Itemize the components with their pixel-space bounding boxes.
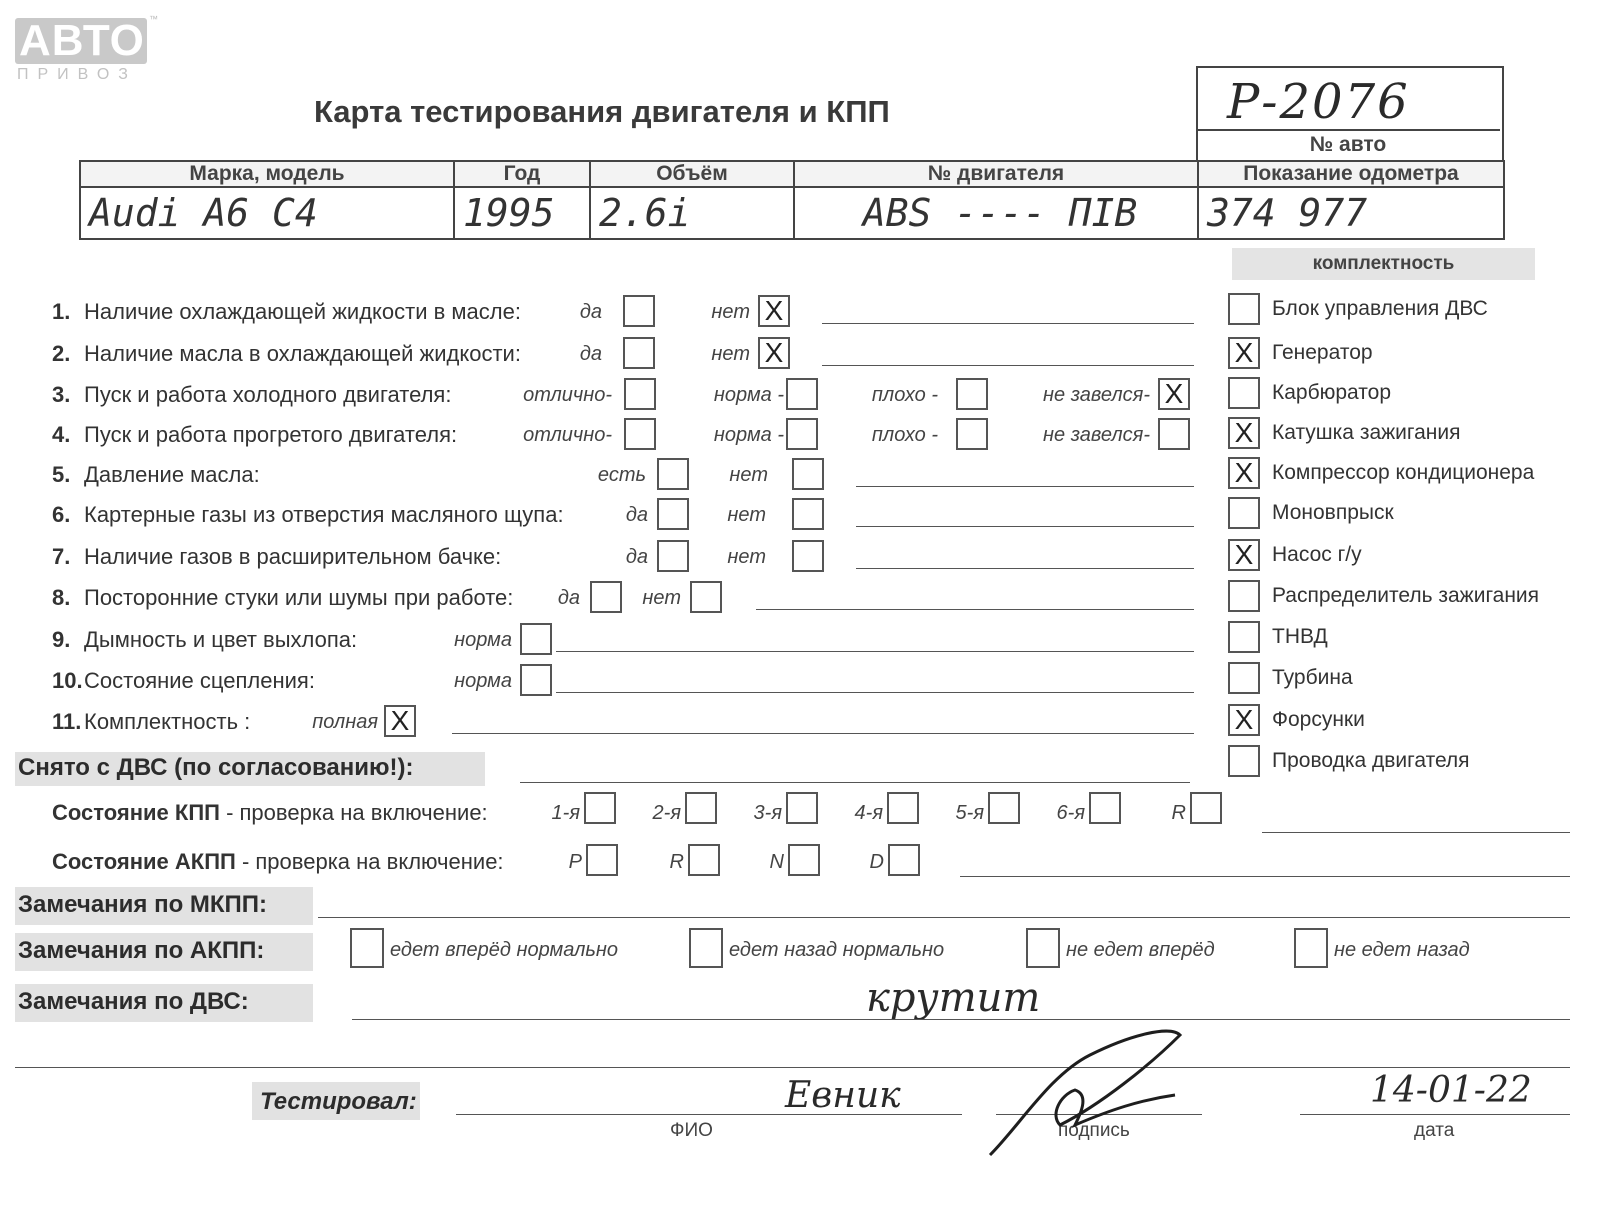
auto-number-label: № авто [1196, 129, 1500, 157]
q3-checkbox-1[interactable] [624, 378, 656, 410]
q6-opt2: нет [727, 504, 766, 526]
akpp-remark-label-3: не едет вперёд [1066, 939, 1215, 961]
q2-checkbox-1[interactable] [623, 337, 655, 369]
komplekt-item-6: Моновпрыск [1272, 501, 1394, 524]
komplekt-item-3: Карбюратор [1272, 381, 1392, 404]
q9-line [556, 651, 1194, 652]
q2-number: 2. [52, 341, 71, 366]
q4-checkbox-4[interactable] [1158, 418, 1190, 450]
akpp-line [960, 876, 1570, 877]
kpp-gear-label-2: 2-я [652, 802, 681, 824]
q7-text: Наличие газов в расширительном бачке: [84, 544, 502, 569]
mkpp-line [318, 917, 1570, 918]
q7-opt1: да [625, 546, 648, 568]
akpp-remark-label-4: не едет назад [1334, 939, 1470, 961]
col-odometer: Показание одометра [1198, 161, 1504, 187]
q4-text: Пуск и работа прогретого двигателя: [84, 422, 458, 447]
komplekt-checkbox-8[interactable] [1228, 580, 1260, 612]
q5-checkbox-2[interactable] [792, 458, 824, 490]
q4-opt3: плохо - [871, 424, 938, 446]
q11-checkbox-1[interactable] [384, 705, 416, 737]
value-make-model: Audi A6 C4 [80, 187, 454, 239]
q10-number: 10. [52, 668, 83, 693]
q7-checkbox-2[interactable] [792, 540, 824, 572]
kpp-gear-label-1: 1-я [551, 802, 580, 824]
q2-opt2: нет [711, 343, 750, 365]
tested-date: 14-01-22 [1370, 1070, 1532, 1111]
q8-opt1: да [557, 587, 580, 609]
komplekt-checkbox-10[interactable] [1228, 662, 1260, 694]
value-engine-number: ABS ---- ПIB [794, 187, 1198, 239]
q3-opt1: отлично- [523, 384, 612, 406]
snyato-line [520, 782, 1190, 783]
value-odometer: 374 977 [1198, 187, 1504, 239]
akpp-remark-checkbox-4[interactable] [1294, 928, 1328, 968]
akpp-remark-checkbox-3[interactable] [1026, 928, 1060, 968]
q10-text: Состояние сцепления: [84, 668, 315, 693]
q1-text: Наличие охлаждающей жидкости в масле: [84, 299, 521, 324]
q4-number: 4. [52, 422, 71, 447]
fio-line [456, 1114, 962, 1115]
q3-text: Пуск и работа холодного двигателя: [84, 382, 452, 407]
komplekt-item-4: Катушка зажигания [1272, 421, 1461, 444]
komplekt-item-2: Генератор [1272, 341, 1373, 364]
komplekt-item-9: ТНВД [1272, 625, 1328, 648]
kpp-label-rest: - проверка на включение: [219, 800, 488, 825]
q6-checkbox-2[interactable] [792, 498, 824, 530]
akpp-label [52, 849, 504, 875]
auto-number-value: Р-2076 [1227, 74, 1410, 130]
tested-label: Тестировал: [260, 1088, 417, 1115]
komplekt-item-12: Проводка двигателя [1272, 749, 1470, 772]
akpp-label-bold: Состояние АКПП [52, 849, 236, 874]
dvs-remarks-value: крутит [866, 975, 1041, 1021]
q3-checkbox-3[interactable] [956, 378, 988, 410]
col-engine-number: № двигателя [794, 161, 1198, 187]
komplekt-checkbox-9[interactable] [1228, 621, 1260, 653]
kpp-gear-checkbox-3[interactable] [786, 792, 818, 824]
q5-number: 5. [52, 462, 71, 487]
q7-checkbox-1[interactable] [657, 540, 689, 572]
q1-checkbox-2[interactable] [758, 295, 790, 327]
q2-line [822, 365, 1194, 366]
col-volume: Объём [590, 161, 794, 187]
komplekt-checkbox-6[interactable] [1228, 497, 1260, 529]
q2-opt1: да [579, 343, 602, 365]
komplekt-item-7: Насос г/у [1272, 543, 1362, 566]
kpp-gear-label-6: 6-я [1056, 802, 1085, 824]
mkpp-remarks-label: Замечания по МКПП: [18, 891, 268, 918]
dvs-line-2 [15, 1067, 1570, 1068]
kpp-label [52, 800, 488, 826]
q4-checkbox-3[interactable] [956, 418, 988, 450]
q11-text: Комплектность : [84, 709, 251, 734]
q5-opt1: есть [597, 464, 646, 486]
komplekt-item-11: Форсунки [1272, 708, 1365, 731]
q4-opt2: норма - [713, 424, 784, 446]
komplekt-checkbox-12[interactable] [1228, 745, 1260, 777]
value-volume: 2.6i [590, 187, 794, 239]
q10-line [556, 692, 1194, 693]
col-make-model: Марка, модель [80, 161, 454, 187]
q8-line [756, 609, 1194, 610]
kpp-gear-label-5: 5-я [955, 802, 984, 824]
q11-opt1: полная [312, 711, 378, 733]
q3-checkbox-2[interactable] [786, 378, 818, 410]
kpp-gear-checkbox-1[interactable] [584, 792, 616, 824]
akpp-gear-label-4: D [869, 851, 884, 873]
komplekt-checkbox-2[interactable] [1228, 337, 1260, 369]
q3-opt3: плохо - [871, 384, 938, 406]
kpp-gear-label-7: R [1171, 802, 1186, 824]
q6-text: Картерные газы из отверстия масляного щупа: [84, 502, 564, 527]
akpp-gear-checkbox-2[interactable] [688, 844, 720, 876]
dvs-remarks-label: Замечания по ДВС: [18, 988, 249, 1015]
q8-number: 8. [52, 585, 71, 610]
q6-line [856, 526, 1194, 527]
q8-checkbox-1[interactable] [590, 581, 622, 613]
akpp-remark-checkbox-2[interactable] [689, 928, 723, 968]
sign-label: подпись [1058, 1120, 1130, 1141]
q4-opt4: не завелся- [1043, 424, 1150, 446]
q9-opt1: норма [454, 629, 512, 651]
q11-line [452, 733, 1194, 734]
akpp-gear-label-1: P [568, 851, 582, 873]
q7-opt2: нет [727, 546, 766, 568]
komplekt-item-8: Распределитель зажигания [1272, 584, 1540, 607]
q8-checkbox-2[interactable] [690, 581, 722, 613]
q5-opt2: нет [729, 464, 768, 486]
kpp-line [1262, 832, 1570, 833]
q6-number: 6. [52, 502, 71, 527]
logo-main-text: АВТО [19, 16, 145, 65]
kpp-gear-checkbox-6[interactable] [1089, 792, 1121, 824]
q9-checkbox-1[interactable] [520, 623, 552, 655]
q10-opt1: норма [454, 670, 512, 692]
komplekt-checkbox-5-mark: X [1234, 457, 1254, 488]
kpp-gear-checkbox-7[interactable] [1190, 792, 1222, 824]
komplekt-checkbox-4-mark: X [1234, 417, 1254, 448]
komplekt-checkbox-11[interactable] [1228, 704, 1260, 736]
q9-text: Дымность и цвет выхлопа: [84, 627, 358, 652]
q1-checkbox-1[interactable] [623, 295, 655, 327]
komplekt-item-10: Турбина [1272, 666, 1353, 689]
komplekt-checkbox-7[interactable] [1228, 539, 1260, 571]
q2-checkbox-2-mark: X [764, 337, 784, 368]
kpp-gear-checkbox-5[interactable] [988, 792, 1020, 824]
kpp-gear-checkbox-4[interactable] [887, 792, 919, 824]
logo-sub-text: ПРИВОЗ [17, 66, 137, 83]
q1-opt1: да [579, 301, 602, 323]
q3-number: 3. [52, 382, 71, 407]
q1-checkbox-2-mark: X [764, 295, 784, 326]
akpp-gear-checkbox-1[interactable] [586, 844, 618, 876]
tested-name: Евник [785, 1075, 901, 1116]
komplekt-checkbox-5[interactable] [1228, 457, 1260, 489]
vehicle-info-table [79, 160, 1505, 240]
q11-checkbox-1-mark: X [390, 705, 410, 736]
akpp-gear-checkbox-3[interactable] [788, 844, 820, 876]
q8-opt2: нет [642, 587, 681, 609]
komplekt-title: комплектность [1232, 248, 1535, 280]
date-line [1300, 1114, 1570, 1115]
signature [980, 1015, 1210, 1165]
q7-number: 7. [52, 544, 71, 569]
q3-checkbox-4[interactable] [1158, 378, 1190, 410]
date-label: дата [1414, 1120, 1455, 1141]
q8-text: Посторонние стуки или шумы при работе: [84, 585, 514, 610]
komplekt-item-1: Блок управления ДВС [1272, 297, 1488, 320]
q4-checkbox-1[interactable] [624, 418, 656, 450]
q4-checkbox-2[interactable] [786, 418, 818, 450]
kpp-gear-checkbox-2[interactable] [685, 792, 717, 824]
q3-opt2: норма - [713, 384, 784, 406]
akpp-remark-label-2: едет назад нормально [729, 939, 945, 961]
signature-stroke [990, 1031, 1180, 1155]
q6-checkbox-1[interactable] [657, 498, 689, 530]
q7-line [856, 568, 1194, 569]
akpp-gear-label-3: N [769, 851, 784, 873]
q1-number: 1. [52, 299, 71, 324]
komplekt-checkbox-11-mark: X [1234, 704, 1254, 735]
q1-line [822, 323, 1194, 324]
q6-opt1: да [625, 504, 648, 526]
q3-checkbox-4-mark: X [1164, 378, 1184, 409]
akpp-gear-checkbox-4[interactable] [888, 844, 920, 876]
komplekt-checkbox-7-mark: X [1234, 539, 1254, 570]
akpp-remarks-label: Замечания по АКПП: [18, 937, 265, 964]
komplekt-checkbox-4[interactable] [1228, 417, 1260, 449]
q4-opt1: отлично- [523, 424, 612, 446]
snyato-label: Снято с ДВС (по согласованию!): [18, 754, 414, 781]
q11-number: 11. [52, 709, 82, 734]
q1-opt2: нет [711, 301, 750, 323]
komplekt-item-5: Компрессор кондиционера [1272, 461, 1535, 484]
akpp-gear-label-2: R [669, 851, 684, 873]
logo-trademark: ™ [149, 14, 158, 24]
q5-line [856, 486, 1194, 487]
col-year: Год [454, 161, 590, 187]
fio-label: ФИО [670, 1120, 713, 1141]
q3-opt4: не завелся- [1043, 384, 1150, 406]
q9-number: 9. [52, 627, 71, 652]
akpp-remark-label-1: едет вперёд нормально [390, 939, 619, 961]
q10-checkbox-1[interactable] [520, 664, 552, 696]
komplekt-checkbox-2-mark: X [1234, 337, 1254, 368]
komplekt-checkbox-1[interactable] [1228, 293, 1260, 325]
q2-text: Наличие масла в охлаждающей жидкости: [84, 341, 521, 366]
q5-checkbox-1[interactable] [657, 458, 689, 490]
kpp-gear-label-4: 4-я [854, 802, 883, 824]
document-title: Карта тестирования двигателя и КПП [314, 94, 890, 129]
value-year: 1995 [454, 187, 590, 239]
akpp-label-rest: - проверка на включение: [235, 849, 504, 874]
dvs-line [352, 1019, 1570, 1020]
komplekt-checkbox-3[interactable] [1228, 377, 1260, 409]
kpp-gear-label-3: 3-я [753, 802, 782, 824]
q5-text: Давление масла: [84, 462, 260, 487]
q2-checkbox-2[interactable] [758, 337, 790, 369]
akpp-remark-checkbox-1[interactable] [350, 928, 384, 968]
kpp-label-bold: Состояние КПП [52, 800, 220, 825]
